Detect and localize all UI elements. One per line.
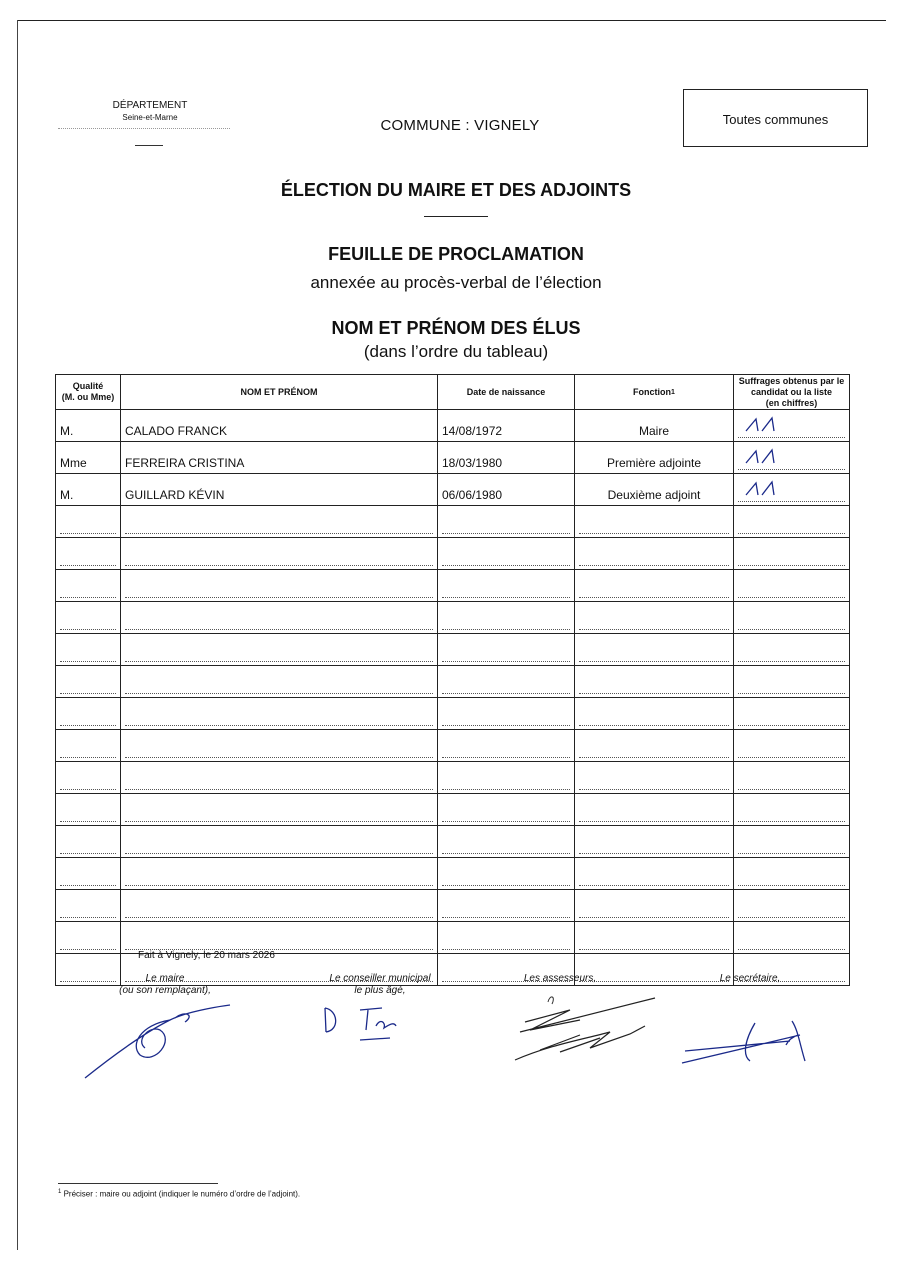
table-row: [56, 474, 850, 506]
commune-name: COMMUNE : VIGNELY: [380, 117, 540, 134]
conseiller-label: Le conseiller municipal: [329, 973, 431, 984]
dotted-line: [442, 905, 570, 918]
empty-cell: [56, 602, 121, 634]
elected-names-title: NOM ET PRÉNOM DES ÉLUS: [331, 318, 581, 338]
sheet-title: FEUILLE DE PROCLAMATION: [328, 244, 584, 264]
empty-cell: [575, 538, 734, 570]
empty-cell: [56, 794, 121, 826]
empty-cell: [575, 762, 734, 794]
empty-cell: [56, 634, 121, 666]
table-row-empty: [56, 634, 850, 666]
header-suffrages-label: Suffrages obtenus par le candidat ou la liste: [738, 375, 845, 397]
dotted-line: [60, 713, 116, 726]
dotted-line: [60, 809, 116, 822]
empty-cell: [56, 826, 121, 858]
dotted-line: [579, 777, 729, 790]
communes-box: Toutes communes: [683, 89, 868, 147]
dotted-line: [579, 905, 729, 918]
dotted-line: [125, 745, 433, 758]
dotted-line: [60, 681, 116, 694]
maire-sub-label: (ou son remplaçant),: [119, 985, 211, 996]
empty-cell: [121, 538, 438, 570]
empty-cell: [121, 858, 438, 890]
table-row-empty: [56, 698, 850, 730]
empty-cell: [734, 570, 850, 602]
dotted-line: [579, 553, 729, 566]
header-fonction-note: 1: [671, 388, 675, 396]
dotted-line: [442, 841, 570, 854]
department-dash: [135, 145, 163, 146]
empty-cell: [575, 826, 734, 858]
table-row-empty: [56, 602, 850, 634]
header-qualite-sub: (M. ou Mme): [61, 392, 115, 402]
table-row-empty: [56, 666, 850, 698]
table-row-empty: [56, 890, 850, 922]
table-header-row: [56, 375, 850, 410]
empty-cell: [56, 890, 121, 922]
empty-cell: [734, 730, 850, 762]
table-row-empty: [56, 858, 850, 890]
empty-cell: [438, 826, 575, 858]
empty-cell: [734, 794, 850, 826]
empty-cell: [121, 762, 438, 794]
dotted-line: [579, 649, 729, 662]
dotted-line: [579, 585, 729, 598]
table-row-empty: [56, 826, 850, 858]
dotted-line: [442, 681, 570, 694]
dotted-line: [738, 553, 845, 566]
dotted-line: [738, 649, 845, 662]
empty-cell: [734, 826, 850, 858]
dotted-line: [125, 841, 433, 854]
empty-cell: [575, 506, 734, 538]
dotted-line: [125, 585, 433, 598]
suffrages-handwritten-mark: [740, 415, 800, 435]
table-row: [56, 442, 850, 474]
dotted-line: [60, 905, 116, 918]
dotted-line: [60, 617, 116, 630]
empty-cell: [121, 698, 438, 730]
empty-cell: [438, 762, 575, 794]
order-subtitle: (dans l’ordre du tableau): [363, 342, 549, 361]
table-row: [56, 410, 850, 442]
empty-cell: [438, 890, 575, 922]
dotted-line: [579, 713, 729, 726]
cell-date: 14/08/1972: [438, 410, 575, 442]
dotted-line: [579, 521, 729, 534]
table-row-empty: [56, 506, 850, 538]
table-row-empty: [56, 570, 850, 602]
secretaire-signature: [680, 1015, 820, 1070]
empty-cell: [121, 570, 438, 602]
elected-table: [55, 374, 850, 986]
dotted-line: [442, 713, 570, 726]
dotted-line: [442, 585, 570, 598]
dotted-line: [738, 745, 845, 758]
dotted-line: [579, 841, 729, 854]
empty-cell: [121, 602, 438, 634]
top-border: [18, 20, 886, 21]
dotted-line: [442, 937, 570, 950]
empty-cell: [56, 538, 121, 570]
empty-cell: [121, 794, 438, 826]
dotted-line: [442, 617, 570, 630]
conseiller-signature: [320, 1000, 410, 1045]
dotted-line: [125, 521, 433, 534]
dotted-line: [125, 617, 433, 630]
footnote: [58, 1189, 300, 1199]
empty-cell: [734, 762, 850, 794]
empty-cell: [438, 922, 575, 954]
empty-cell: [575, 890, 734, 922]
empty-cell: [56, 730, 121, 762]
empty-cell: [121, 890, 438, 922]
empty-cell: [734, 858, 850, 890]
empty-cell: [438, 634, 575, 666]
dotted-line: [738, 617, 845, 630]
empty-cell: [734, 698, 850, 730]
dotted-line: [125, 873, 433, 886]
empty-cell: [734, 634, 850, 666]
dotted-line: [60, 521, 116, 534]
header-suffrages: [734, 375, 850, 410]
election-title: ÉLECTION DU MAIRE ET DES ADJOINTS: [280, 180, 632, 200]
table-row-empty: [56, 762, 850, 794]
maire-label: Le maire: [145, 973, 185, 984]
department-label: DÉPARTEMENT: [112, 100, 188, 111]
empty-cell: [575, 666, 734, 698]
empty-cell: [734, 666, 850, 698]
cell-nom: GUILLARD KÉVIN: [121, 474, 438, 506]
empty-cell: [121, 634, 438, 666]
dotted-line: [125, 937, 433, 950]
empty-cell: [734, 890, 850, 922]
table-row-empty: [56, 538, 850, 570]
empty-cell: [438, 794, 575, 826]
header-qualite: [56, 375, 121, 410]
header-suffrages-sub: (en chiffres): [765, 397, 818, 408]
dotted-line: [579, 745, 729, 758]
footnote-mark: 1: [58, 1189, 62, 1195]
header-fonction: [575, 375, 734, 410]
department-block: [90, 100, 210, 124]
empty-cell: [438, 538, 575, 570]
empty-cell: [734, 538, 850, 570]
dotted-line: [579, 873, 729, 886]
dotted-line: [442, 521, 570, 534]
dotted-line: [579, 681, 729, 694]
dotted-line: [442, 553, 570, 566]
dotted-line: [579, 809, 729, 822]
empty-cell: [438, 666, 575, 698]
cell-fonction: Maire: [575, 410, 734, 442]
empty-cell: [121, 826, 438, 858]
header-fonction-label: Fonction: [633, 386, 672, 397]
empty-cell: [575, 730, 734, 762]
annex-subtitle: annexée au procès-verbal de l’élection: [310, 273, 602, 292]
dotted-line: [442, 777, 570, 790]
cell-fonction: Deuxième adjoint: [575, 474, 734, 506]
dotted-line: [60, 745, 116, 758]
table-row-empty: [56, 922, 850, 954]
empty-cell: [438, 730, 575, 762]
dotted-line: [442, 873, 570, 886]
footnote-rule: [58, 1183, 218, 1184]
place-date: Fait à Vignely, le 20 mars 2026: [138, 950, 275, 961]
empty-cell: [575, 858, 734, 890]
dotted-line: [738, 777, 845, 790]
empty-cell: [575, 570, 734, 602]
table-row-empty: [56, 730, 850, 762]
empty-cell: [575, 922, 734, 954]
empty-cell: [438, 698, 575, 730]
cell-fonction: Première adjointe: [575, 442, 734, 474]
dotted-line: [442, 809, 570, 822]
cell-nom: CALADO FRANCK: [121, 410, 438, 442]
dotted-line: [579, 937, 729, 950]
empty-cell: [56, 506, 121, 538]
dotted-line: [60, 585, 116, 598]
conseiller-signature-label: [290, 973, 470, 997]
empty-cell: [734, 922, 850, 954]
empty-cell: [56, 922, 121, 954]
department-name: Seine-et-Marne: [122, 113, 178, 122]
cell-suffrages: [734, 442, 850, 474]
header-nom: NOM ET PRÉNOM: [121, 375, 438, 410]
empty-cell: [438, 506, 575, 538]
cell-suffrages: [734, 474, 850, 506]
department-dotted-line: [58, 128, 230, 129]
empty-cell: [575, 698, 734, 730]
dotted-line: [125, 681, 433, 694]
empty-cell: [575, 602, 734, 634]
dotted-line: [60, 649, 116, 662]
suffrages-handwritten-mark: [740, 479, 800, 499]
empty-cell: [575, 634, 734, 666]
assesseurs-label: Les assesseurs,: [523, 973, 597, 984]
dotted-line: [738, 841, 845, 854]
dotted-line: [738, 937, 845, 950]
cell-date: 18/03/1980: [438, 442, 575, 474]
dotted-line: [442, 649, 570, 662]
empty-cell: [438, 858, 575, 890]
maire-signature-label: [90, 973, 240, 997]
secretaire-label: Le secrétaire,: [719, 973, 781, 984]
dotted-line: [60, 873, 116, 886]
empty-cell: [121, 922, 438, 954]
dotted-line: [60, 937, 116, 950]
dotted-line: [125, 905, 433, 918]
title-divider: [424, 216, 488, 217]
dotted-line: [738, 585, 845, 598]
dotted-line: [60, 777, 116, 790]
maire-signature: [80, 1000, 240, 1085]
cell-nom: FERREIRA CRISTINA: [121, 442, 438, 474]
dotted-line: [125, 777, 433, 790]
footnote-text: Préciser : maire ou adjoint (indiquer le numéro d’ordre de l’adjoint).: [63, 1189, 301, 1199]
dotted-line: [125, 713, 433, 726]
assesseurs-signature: [510, 990, 660, 1070]
cell-date: 06/06/1980: [438, 474, 575, 506]
empty-cell: [438, 602, 575, 634]
table-row-empty: [56, 794, 850, 826]
cell-suffrages: [734, 410, 850, 442]
dotted-line: [738, 521, 845, 534]
empty-cell: [56, 762, 121, 794]
header-qualite-label: Qualité: [72, 381, 104, 391]
cell-qualite: Mme: [56, 442, 121, 474]
cell-qualite: M.: [56, 410, 121, 442]
empty-cell: [56, 858, 121, 890]
empty-cell: [438, 570, 575, 602]
cell-qualite: M.: [56, 474, 121, 506]
empty-cell: [56, 570, 121, 602]
empty-cell: [121, 730, 438, 762]
empty-cell: [56, 698, 121, 730]
dotted-line: [125, 553, 433, 566]
dotted-line: [60, 553, 116, 566]
dotted-line: [125, 649, 433, 662]
dotted-line: [738, 905, 845, 918]
empty-cell: [734, 506, 850, 538]
empty-cell: [121, 666, 438, 698]
left-border: [17, 20, 18, 1250]
dotted-line: [579, 617, 729, 630]
conseiller-sub-label: le plus âgé,: [354, 985, 406, 996]
empty-cell: [575, 794, 734, 826]
suffrages-handwritten-mark: [740, 447, 800, 467]
empty-cell: [121, 506, 438, 538]
dotted-line: [125, 809, 433, 822]
dotted-line: [442, 745, 570, 758]
empty-cell: [56, 666, 121, 698]
dotted-line: [738, 713, 845, 726]
dotted-line: [60, 841, 116, 854]
dotted-line: [738, 681, 845, 694]
header-date: Date de naissance: [438, 375, 575, 410]
empty-cell: [734, 602, 850, 634]
dotted-line: [738, 809, 845, 822]
dotted-line: [738, 873, 845, 886]
